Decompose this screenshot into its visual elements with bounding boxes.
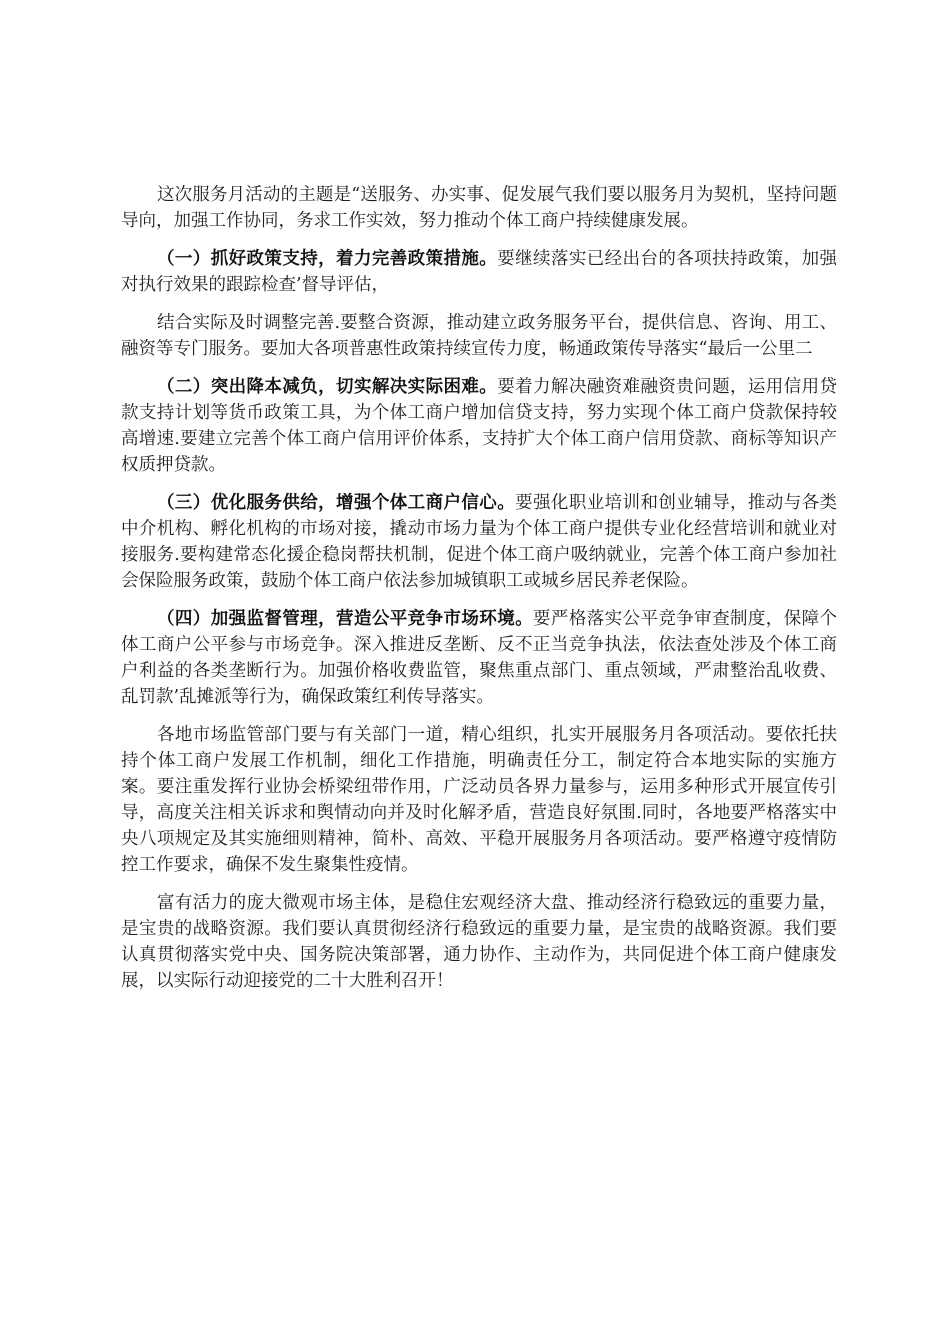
paragraph-section-1: [121, 246, 837, 298]
paragraph-text: 要继续落实已经出台的各项扶持政策，加强对执行效果的跟踪检查’督导评估，: [121, 249, 837, 295]
paragraph-section-3: [121, 490, 837, 594]
section-heading-1: （一）抓好政策支持，着力完善政策措施。: [157, 249, 498, 269]
paragraph-text: 各地市场监管部门要与有关部门一道，精心组织，扎实开展服务月各项活动。要依托扶持个体工商户发展工作机制，细化工作措施，明确责任分工，制定符合本地实际的实施方案。要注重发挥行业协会桥梁纽带作用，广泛动员各界力量参与，运用多种形式开展宣传引导，高度关注相关诉求和舆情动向并及时化解矛盾，营造良好氛围.同时，各地要严格落实中央八项规定及其实施细则精神，简朴、高效、平稳开展服务月各项活动。要严格遵守疫情防控工作要求，确保不发生聚集性疫情。: [121, 725, 837, 875]
paragraph-text: 这次服务月活动的主题是“送服务、办实事、促发展气我们要以服务月为契机，坚持问题导向，加强工作协同，务求工作实效，努力推动个体工商户持续健康发展。: [121, 185, 837, 231]
section-heading-3: （三）优化服务供给，增强个体工商户信心。: [157, 493, 516, 513]
paragraph-conclusion: [121, 890, 837, 994]
section-heading-2: （二）突出降本减负，切实解决实际困难。: [157, 377, 498, 397]
paragraph-text: 结合实际及时调整完善.要整合资源，推动建立政务服务平台，提供信息、咨询、用工、融资等专门服务。要加大各项普惠性政策持续宣传力度，畅通政策传导落实“最后一公里二: [121, 313, 837, 359]
paragraph-text: 要着力解决融资难融资贵问题，运用信用贷款支持计划等货币政策工具，为个体工商户增加信贷支持，努力实现个体工商户贷款保持较高增速.要建立完善个体工商户信用评价体系，支持扩大个体工商户信用贷款、商标等知识产权质押贷款。: [121, 377, 837, 475]
section-heading-4: （四）加强监督管理，营造公平竞争市场环境。: [157, 609, 534, 629]
paragraph-text: 要强化职业培训和创业辅导，推动与各类中介机构、孵化机构的市场对接，撬动市场力量为个体工商户提供专业化经营培训和就业对接服务.要构建常态化援企稳岗帮扶机制，促进个体工商户吸纳就业，完善个体工商户参加社会保险服务政策，鼓励个体工商户依法参加城镇职工或城乡居民养老保险。: [121, 493, 838, 591]
paragraph-intro: [121, 182, 837, 234]
document-body: [121, 182, 837, 1006]
paragraph-text: 要严格落实公平竞争审查制度，保障个体工商户公平参与市场竞争。深入推进反垄断、反不正当竞争执法，依法查处涉及个体工商户利益的各类垄断行为。加强价格收费监管，聚焦重点部门、重点领域，严肃整治乱收费、乱罚款’乱摊派等行为，确保政策红利传导落实。: [121, 609, 838, 707]
paragraph-text: 富有活力的庞大微观市场主体，是稳住宏观经济大盘、推动经济行稳致远的重要力量，是宝贵的战略资源。我们要认真贯彻经济行稳致远的重要力量，是宝贵的战略资源。我们要认真贯彻落实党中央、国务院决策部署，通力协作、主动作为，共同促进个体工商户健康发展，以实际行动迎接党的二十大胜利召开！: [121, 893, 837, 991]
paragraph-section-4: [121, 606, 837, 710]
paragraph-section-1-continued: [121, 310, 837, 362]
paragraph-section-2: [121, 374, 837, 478]
paragraph-implementation: [121, 722, 837, 878]
